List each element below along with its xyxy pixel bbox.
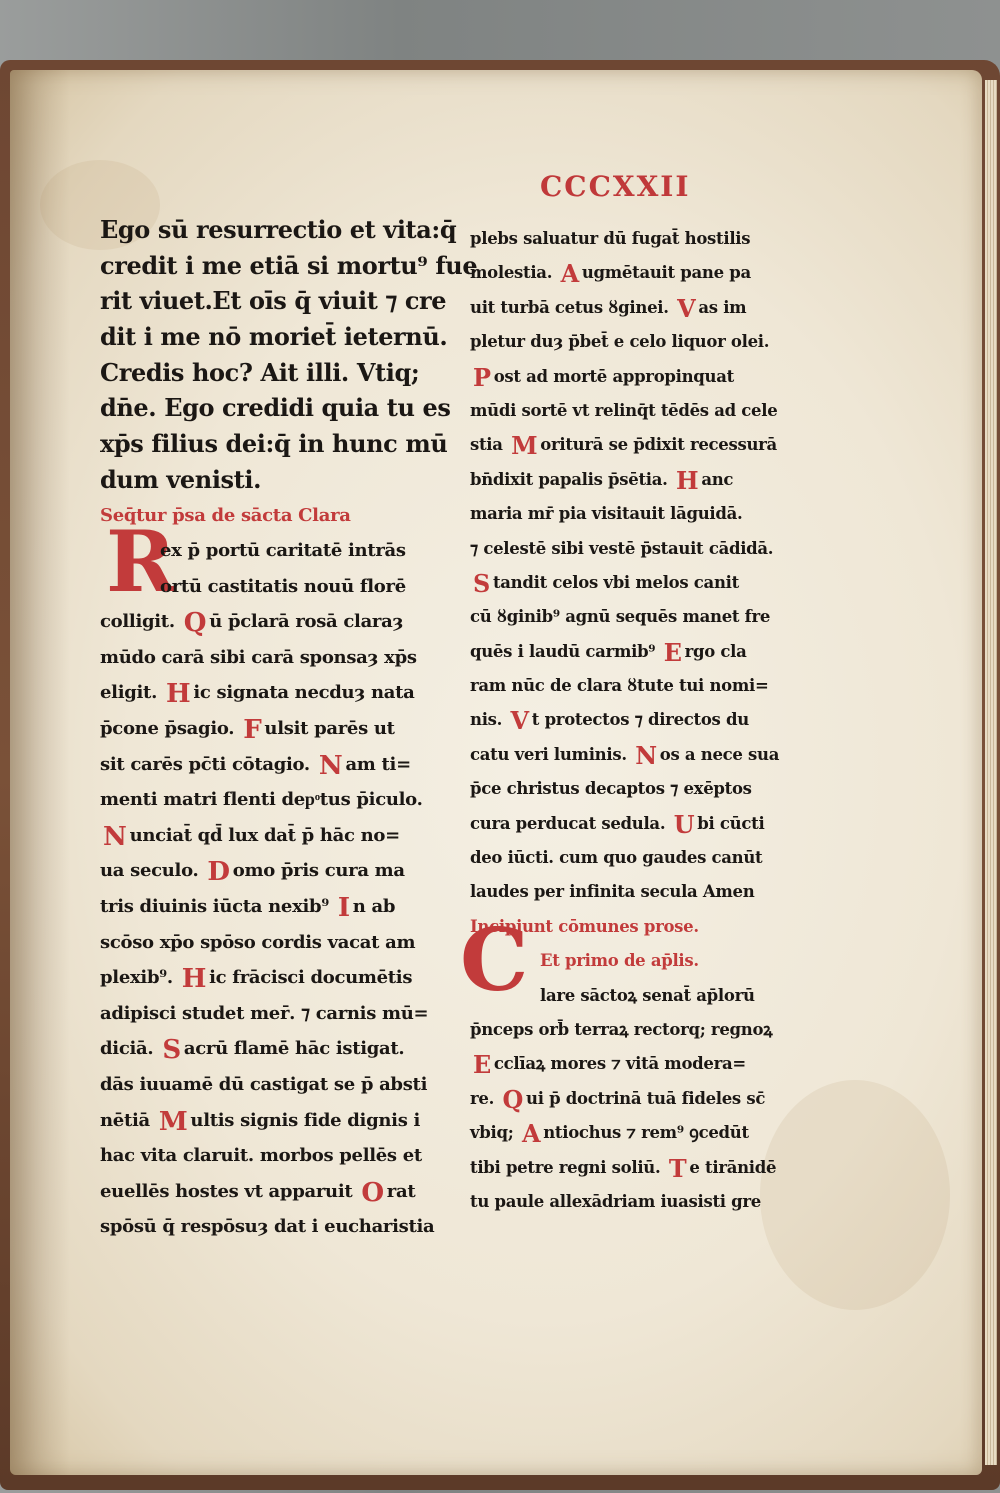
rubric-capital: E <box>663 638 682 667</box>
text-line <box>100 604 420 640</box>
line-text: rat <box>386 1180 416 1202</box>
line-text: re. <box>470 1088 500 1108</box>
rubric-capital: O <box>361 1176 384 1208</box>
text-line: lare sāctoꝝ senat̄ ap̄lorū <box>540 985 755 1005</box>
section-rubric: Seq̄tur p̄sa de sācta Clara <box>100 504 351 526</box>
text-line: menti matri flenti depͦtus p̄iculo. <box>100 789 423 811</box>
text-line: dās iuuamē dū castigat se p̄ absti <box>100 1074 428 1095</box>
line-text: colligit. <box>100 611 181 633</box>
text-line <box>470 1151 790 1185</box>
line-text: am ti= <box>345 753 411 775</box>
text-line: Credis hoc? Ait illi. Vtiq; <box>100 357 420 387</box>
rubric-capital: H <box>676 466 699 495</box>
text-line <box>470 463 790 497</box>
line-text: nis. <box>470 710 508 730</box>
gutter-shadow <box>10 70 70 1475</box>
line-text: cclīaꝝ mores ⁊ vitā modera= <box>493 1054 746 1074</box>
rubric-capital: U <box>673 810 695 839</box>
rubric-capital: M <box>158 1105 188 1137</box>
line-text: ic signata necduȝ nata <box>193 682 415 704</box>
line-text: cura perducat sedula. <box>470 813 671 833</box>
text-line <box>470 738 790 772</box>
text-line: laudes per infinita secula Amen <box>470 882 755 902</box>
rubric-capital: T <box>668 1154 687 1183</box>
text-line: hac vita claruit. morbos pellēs et <box>100 1145 422 1167</box>
text-line <box>470 1047 790 1081</box>
line-text: t protectos ⁊ directos du <box>531 710 749 730</box>
line-text: diciā. <box>100 1038 160 1060</box>
text-line: mūdo carā sibi carā sponsaȝ xp̄s <box>100 646 417 668</box>
text-line <box>100 889 420 925</box>
text-line: spōsū q̄ respōsuȝ dat i eucharistia <box>100 1216 435 1238</box>
line-text: tris diuinis iūcta nexib⁹ <box>100 896 335 918</box>
text-line <box>100 818 420 854</box>
rubric-capital: N <box>103 820 127 852</box>
rubric-capital: A <box>521 1120 541 1149</box>
line-text: omo p̄ris cura ma <box>232 860 405 882</box>
line-text: rgo cla <box>684 641 747 661</box>
text-line: credit i me etiā si mortu⁹ fue <box>100 250 478 280</box>
line-text: unciat̄ qd̄ lux dat̄ p̄ hāc no= <box>129 824 400 846</box>
text-line: plebs saluatur dū fugat̄ hostilis <box>470 229 751 248</box>
line-text: sit carēs pc̄ti cōtagio. <box>100 753 316 775</box>
text-line <box>470 256 790 290</box>
line-text: ost ad mortē appropinquat <box>493 366 734 386</box>
line-text: nētiā <box>100 1109 156 1131</box>
line-text: n ab <box>352 896 396 918</box>
text-line: adipisci studet mer̄. ⁊ carnis mū= <box>100 1002 429 1024</box>
text-line: p̄nceps orb̄ terraꝝ rectorq; regnoꝝ <box>470 1019 773 1039</box>
text-line <box>470 428 790 462</box>
text-line <box>470 635 790 669</box>
section-rubric: Et primo de ap̄lis. <box>540 951 699 971</box>
rubric-capital: A <box>560 260 579 289</box>
text-line <box>100 1103 420 1139</box>
text-line: p̄ce christus decaptos ⁊ exēptos <box>470 779 752 799</box>
line-text: as im <box>698 297 747 317</box>
rubric-capital: N <box>635 741 657 770</box>
rubric-capital: P <box>473 363 491 392</box>
line-text: bi cūcti <box>697 813 765 833</box>
rubric-capital: Q <box>502 1085 524 1114</box>
line-text: stia <box>470 435 509 455</box>
rubric-capital: I <box>337 892 350 924</box>
text-line <box>100 747 420 783</box>
text-line <box>470 360 790 394</box>
line-text: ui p̄ doctrinā tuā fideles sc̄ <box>526 1088 766 1108</box>
rubric-capital: F <box>243 714 262 746</box>
folio-number: CCCXXII <box>540 170 691 203</box>
line-text: acrū flamē hāc istigat. <box>183 1038 405 1060</box>
rubric-capital: Q <box>183 607 207 639</box>
rubric-capital: E <box>473 1051 491 1080</box>
line-text: uit turbā cetus ȣginei. <box>470 297 675 317</box>
text-line: maria mr̄ pia visitauit lāguidā. <box>470 504 743 524</box>
line-text: euellēs hostes vt apparuit <box>100 1180 359 1202</box>
line-text: ic frācisci documētis <box>209 967 413 989</box>
rubric-capital: V <box>677 294 696 323</box>
line-text: ua seculo. <box>100 860 205 882</box>
rubricated-initial-c: C <box>460 910 529 1011</box>
text-line: mūdi sortē vt relinq̄t tēdēs ad cele <box>470 400 778 420</box>
text-line <box>100 675 420 711</box>
line-text: tandit celos vbi melos canit <box>492 572 739 592</box>
right-text-column <box>470 222 790 1219</box>
rubricated-initial-r: R <box>106 512 176 611</box>
text-line: ortū castitatis nouū florē <box>160 575 406 597</box>
line-text: tibi petre regni soliū. <box>470 1157 666 1177</box>
rubric-capital: H <box>181 963 207 995</box>
text-line: cū ȣginib⁹ agnū sequēs manet fre <box>470 607 771 627</box>
text-line: dum venisti. <box>100 464 262 494</box>
text-line: dn̄e. Ego credidi quia tu es <box>100 393 451 423</box>
text-line <box>470 1116 790 1150</box>
line-text: bn̄dixit papalis p̄sētia. <box>470 469 674 489</box>
text-line <box>100 1031 420 1067</box>
text-line <box>470 807 790 841</box>
rubric-capital: N <box>318 749 343 781</box>
text-line: deo iūcti. cum quo gaudes canūt <box>470 848 763 868</box>
text-line <box>100 711 420 747</box>
line-text: ulsit parēs ut <box>264 718 395 740</box>
line-text: eligit. <box>100 682 163 704</box>
text-line: scōso xp̄o spōso cordis vacat am <box>100 931 416 953</box>
left-text-column <box>100 212 478 1245</box>
line-text: vbiq; <box>470 1123 519 1143</box>
text-line: xp̄s filius dei:q̄ in hunc mū <box>100 429 448 459</box>
text-line <box>100 1174 420 1210</box>
rubric-capital: D <box>207 856 230 888</box>
text-line <box>470 1082 790 1116</box>
text-line: rit viuet.Et oīs q̄ viuit ⁊ cre <box>100 286 447 316</box>
line-text: ultis signis fide dignis i <box>190 1109 421 1131</box>
text-line: dit i me nō moriet̄ ieternū. <box>100 322 448 352</box>
line-text: catu veri luminis. <box>470 744 633 764</box>
line-text: ugmētauit pane pa <box>581 263 751 283</box>
rubric-capital: S <box>162 1034 181 1066</box>
page-edges <box>985 80 997 1465</box>
line-text: molestia. <box>470 263 558 283</box>
text-line: tu paule allexādriam iuasisti gre <box>470 1191 762 1211</box>
text-line: ex p̄ portū caritatē intrās <box>160 540 406 562</box>
rubric-capital: V <box>510 707 529 736</box>
text-line: Ego sū resurrectio et vita:q̄ <box>100 215 457 244</box>
line-text: ū p̄clarā rosā claraȝ <box>209 611 404 633</box>
rubric-capital: M <box>511 432 538 461</box>
line-text: e tirānidē <box>689 1157 777 1177</box>
line-text: anc <box>701 469 734 489</box>
text-line <box>470 291 790 325</box>
line-text: plexib⁹. <box>100 967 179 989</box>
line-text: oriturā se p̄dixit recessurā <box>540 435 777 455</box>
text-line <box>470 703 790 737</box>
text-line: ram nūc de clara ȣtute tui nomi= <box>470 676 769 696</box>
rubric-capital: S <box>473 569 490 598</box>
line-text: p̄cone p̄sagio. <box>100 718 241 740</box>
section-rubric: Incipiunt cōmunes prose. <box>470 916 699 936</box>
line-text: os a nece sua <box>659 744 780 764</box>
line-text: ntiochus ⁊ rem⁹ ꝯcedūt <box>543 1123 749 1143</box>
line-text: quēs i laudū carmib⁹ <box>470 641 661 661</box>
text-line <box>100 960 420 996</box>
rubric-capital: H <box>166 678 191 710</box>
text-line <box>100 853 420 889</box>
text-line <box>470 566 790 600</box>
text-line: ⁊ celestē sibi vestē p̄stauit cādidā. <box>470 538 774 558</box>
text-line: pletur duȝ p̄bet̄ e celo liquor olei. <box>470 332 770 352</box>
